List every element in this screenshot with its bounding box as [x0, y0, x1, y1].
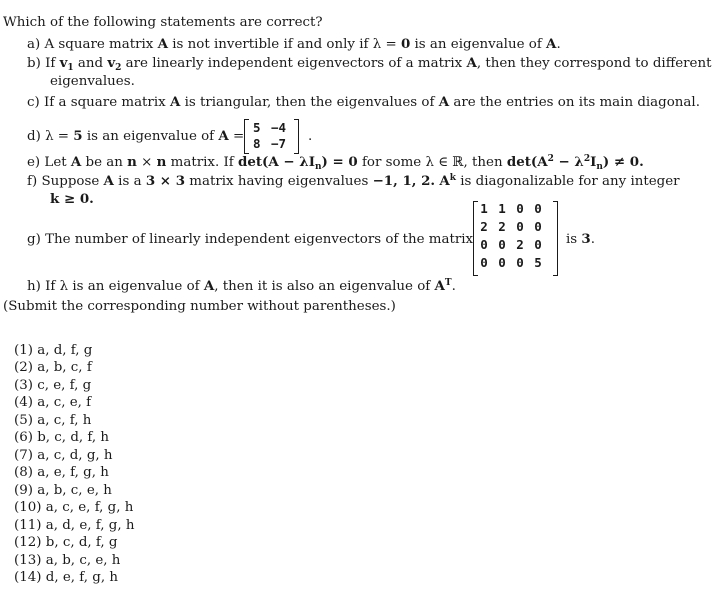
- answer-option[interactable]: (3) c, e, f, g: [14, 378, 92, 393]
- answer-option[interactable]: (4) a, c, e, f: [14, 395, 92, 410]
- statement-g: g) The number of linearly independent eigenvectors of the matrix: [27, 232, 474, 247]
- matrix-cell: 1: [480, 201, 488, 216]
- statement-label: c): [27, 95, 40, 110]
- statement-e: e) Let A be an n × n matrix. If $\det(A - \lambda I_n) = 0$ for some λ ∈ ℝ, then $\det(A^2 - \lambda^2I_n) \ne 0$.: [27, 154, 644, 172]
- question-intro: Which of the following statements are correct?: [3, 15, 323, 30]
- statement-b-continued: eigenvalues.: [50, 74, 135, 89]
- answer-option[interactable]: (12) b, c, d, f, g: [14, 535, 118, 550]
- answer-option[interactable]: (6) b, c, d, f, h: [14, 430, 110, 445]
- answer-option[interactable]: (14) d, e, f, g, h: [14, 570, 118, 585]
- statement-label: b): [27, 56, 41, 71]
- statement-g-end: is 3.: [566, 231, 596, 247]
- answer-option[interactable]: (5) a, c, f, h: [14, 413, 92, 428]
- matrix-cell: 0: [480, 237, 488, 252]
- statement-b: b) If $v_1$ and $v_2$ are linearly independent eigenvectors of a matrix A, then they correspond to different: [27, 55, 712, 73]
- matrix-cell: 2: [480, 219, 488, 234]
- matrix-cell: 2: [498, 219, 506, 234]
- matrix-2x2: [244, 119, 306, 154]
- statement-label: a): [27, 37, 41, 52]
- matrix-4x4: [473, 201, 563, 277]
- statement-d: d) λ = 5 is an eigenvalue of A =: [27, 128, 245, 144]
- answer-option[interactable]: (7) a, c, d, g, h: [14, 448, 113, 463]
- matrix-cell: 0: [534, 219, 542, 234]
- matrix-cell: 0: [516, 219, 524, 234]
- matrix-cell: 8: [253, 136, 261, 151]
- statement-d-end: .: [308, 129, 313, 144]
- matrix-cell: −4: [271, 120, 287, 135]
- answer-option[interactable]: (1) a, d, f, g: [14, 343, 93, 358]
- statement-label: f): [27, 174, 38, 189]
- answer-option[interactable]: (13) a, b, c, e, h: [14, 553, 121, 568]
- matrix-cell: 0: [534, 201, 542, 216]
- statement-label: g): [27, 232, 41, 247]
- matrix-cell: −7: [271, 136, 287, 151]
- statement-c: c) If a square matrix A is triangular, then the eigenvalues of A are the entries on its main diagonal.: [27, 94, 700, 110]
- statement-h: h) If λ is an eigenvalue of A, then it is also an eigenvalue of $A^T$.: [27, 278, 456, 294]
- matrix-cell: 5: [253, 120, 261, 135]
- answer-option[interactable]: (9) a, b, c, e, h: [14, 483, 112, 498]
- statement-label: d): [27, 129, 41, 144]
- statement-a: a) A square matrix A is not invertible if and only if λ = 0 is an eigenvalue of A.: [27, 36, 561, 52]
- submission-instruction: (Submit the corresponding number without parentheses.): [3, 299, 396, 314]
- matrix-cell: 0: [480, 255, 488, 270]
- answer-option[interactable]: (10) a, c, e, f, g, h: [14, 500, 134, 515]
- matrix-cell: 0: [534, 237, 542, 252]
- statement-f: f) Suppose A is a 3 × 3 matrix having eigenvalues −1, 1, 2. $A^k$ is diagonalizable for any integer: [27, 173, 680, 189]
- matrix-cell: 1: [498, 201, 506, 216]
- answer-option[interactable]: (11) a, d, e, f, g, h: [14, 518, 135, 533]
- matrix-cell: 0: [516, 201, 524, 216]
- matrix-cell: 0: [498, 237, 506, 252]
- statement-label: h): [27, 279, 41, 294]
- statement-f-continued: k ≥ 0.: [50, 191, 94, 207]
- matrix-cell: 0: [516, 255, 524, 270]
- statement-label: e): [27, 155, 41, 170]
- matrix-cell: 2: [516, 237, 524, 252]
- matrix-cell: 5: [534, 255, 542, 270]
- left-bracket: [244, 119, 249, 154]
- matrix-cell: 0: [498, 255, 506, 270]
- answer-option[interactable]: (8) a, e, f, g, h: [14, 465, 109, 480]
- answer-option[interactable]: (2) a, b, c, f: [14, 360, 92, 375]
- right-bracket: [553, 201, 558, 276]
- right-bracket: [294, 119, 299, 154]
